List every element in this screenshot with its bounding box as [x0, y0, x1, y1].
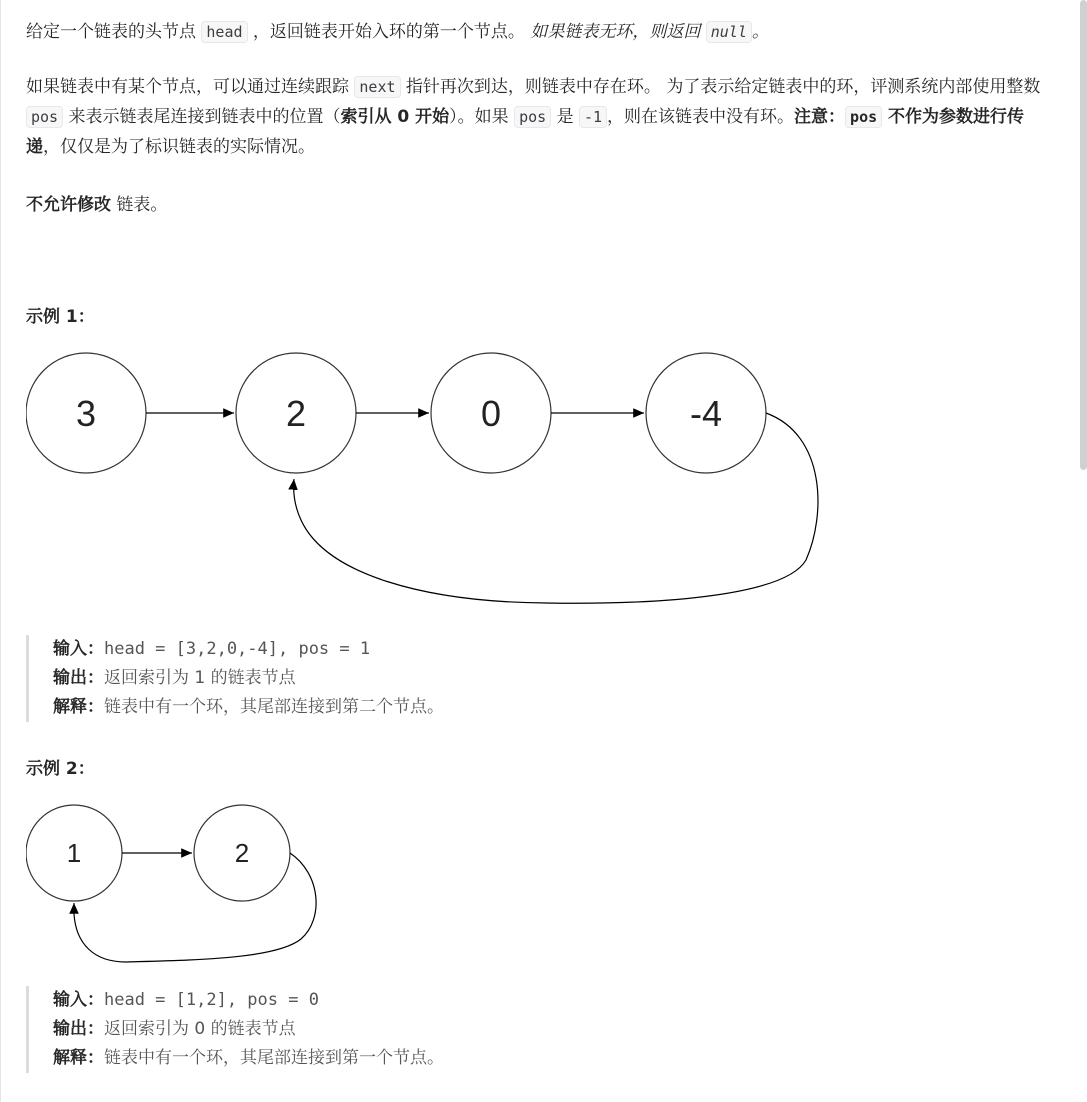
node-value: 2	[234, 838, 250, 868]
explain-value: 链表中有一个环，其尾部连接到第一个节点。	[104, 1048, 444, 1068]
input-label: 输入：	[53, 639, 104, 659]
intro-paragraph	[26, 17, 769, 47]
node-value: 0	[480, 393, 502, 434]
example-2-input	[53, 986, 444, 1015]
scrollbar-thumb[interactable]	[1080, 0, 1087, 470]
input-value: head = [3,2,0,-4], pos = 1	[104, 639, 371, 659]
no-param-note: 不作为参数进行传递	[26, 107, 1025, 157]
para2-text-1: 如果链表中有某个节点，可以通过连续跟踪	[26, 77, 355, 97]
para2-text-2: 指针再次到达，则链表中存在环。 为了表示给定链表中的环，评测系统内部使用整数	[400, 77, 1041, 97]
index-note: 索引从 0 开始	[340, 107, 450, 127]
cycle-definition-paragraph	[26, 72, 1056, 162]
node-value: 1	[66, 838, 82, 868]
note-label: 注意：	[794, 107, 846, 127]
output-value: 返回索引为 0 的链表节点	[104, 1019, 296, 1039]
example-2-title: 示例 2：	[26, 759, 95, 779]
no-modify-label: 不允许修改	[26, 195, 111, 215]
intro-italic-end: 。	[751, 22, 769, 42]
example-1-diagram	[26, 350, 826, 612]
neg-one-code: -1	[579, 106, 607, 128]
example-1-explanation	[53, 693, 444, 722]
node-value: 3	[75, 393, 97, 434]
head-code: head	[201, 21, 247, 43]
input-value: head = [1,2], pos = 0	[104, 990, 319, 1010]
pos-code-3: pos	[845, 106, 882, 128]
example-2-io	[26, 986, 444, 1073]
output-value: 返回索引为 1 的链表节点	[104, 668, 296, 688]
example-2-output	[53, 1015, 444, 1044]
example-1-input	[53, 635, 444, 664]
para2-text-5: 是	[551, 107, 579, 127]
example-1-io	[26, 635, 444, 722]
pos-code: pos	[26, 106, 63, 128]
intro-italic: 如果链表无环，则返回	[530, 22, 706, 42]
para2-text-6: ，则在该链表中没有环。	[607, 107, 795, 127]
example-2-explanation	[53, 1044, 444, 1073]
pos-code-2: pos	[514, 106, 551, 128]
para2-text-4: ）。如果	[449, 107, 515, 127]
intro-text-2: ，返回链表开始入环的第一个节点。	[247, 22, 531, 42]
explain-label: 解释：	[53, 697, 104, 717]
example-1-title: 示例 1：	[26, 307, 95, 327]
example-1-output	[53, 664, 444, 693]
next-code: next	[354, 76, 400, 98]
para2-text-7: ，仅仅是为了标识链表的实际情况。	[43, 137, 315, 157]
para2-text-3: 来表示链表尾连接到链表中的位置（	[63, 107, 341, 127]
output-label: 输出：	[53, 668, 104, 688]
no-modify-paragraph	[26, 190, 167, 220]
node-value: 2	[285, 393, 307, 434]
null-code: null	[706, 21, 752, 43]
explain-value: 链表中有一个环，其尾部连接到第二个节点。	[104, 697, 444, 717]
example-2-diagram	[26, 804, 346, 964]
node-value: -4	[689, 393, 723, 434]
no-modify-text: 链表。	[111, 195, 168, 215]
explain-label: 解释：	[53, 1048, 104, 1068]
intro-text: 给定一个链表的头节点	[26, 22, 202, 42]
input-label: 输入：	[53, 990, 104, 1010]
output-label: 输出：	[53, 1019, 104, 1039]
